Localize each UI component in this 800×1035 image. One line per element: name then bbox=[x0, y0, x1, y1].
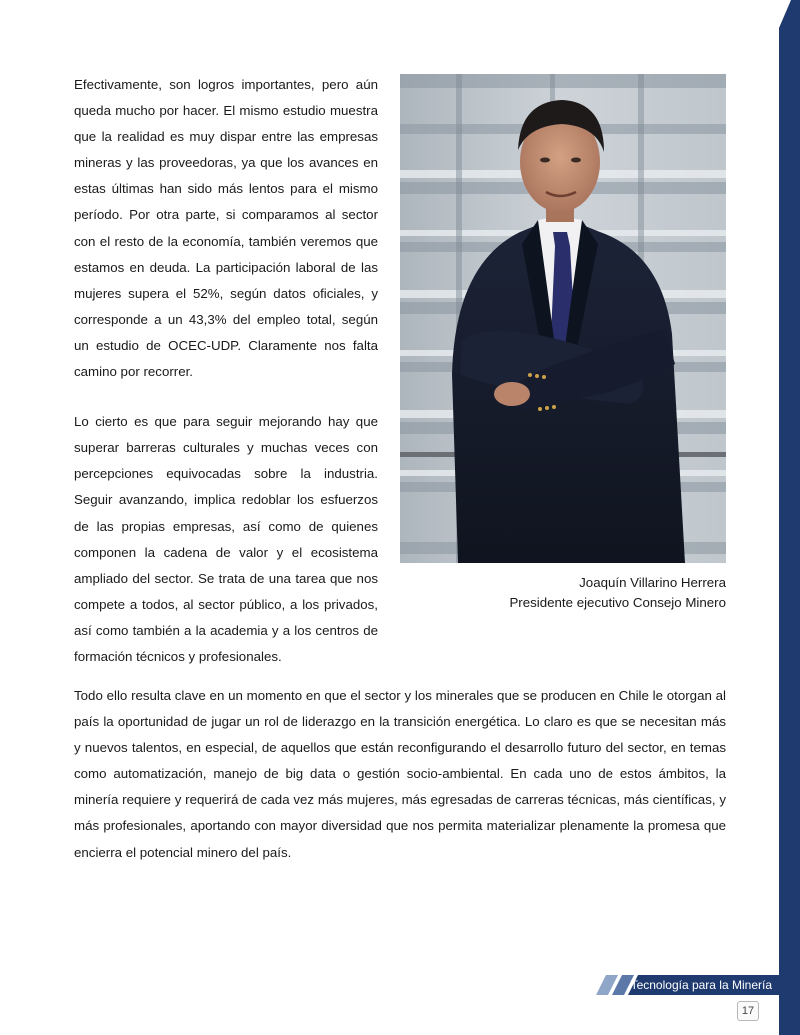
page-edge-band bbox=[779, 0, 800, 1035]
left-column bbox=[74, 72, 378, 670]
caption-name: Joaquín Villarino Herrera bbox=[579, 575, 726, 590]
page-number: 17 bbox=[737, 1001, 759, 1021]
photo-caption bbox=[400, 573, 726, 613]
section-label: Tecnología para la Minería bbox=[630, 978, 772, 992]
paragraph-3: Todo ello resulta clave en un momento en que el sector y los minerales que se producen en Chile le otorgan al país la oportunidad de jugar un rol de liderazgo en la transición energética. Lo claro es que se necesitan más y nuevos talentos, en especial, de aquellos que están reconfigurando el desarrollo futuro del sector, en temas como automatización, manejo de big data o gestión socio-ambiental. En cada uno de estos ámbitos, la minería requiere y requerirá de cada vez más mujeres, más egresadas de carreras técnicas, más científicas, y más profesionales, aportando con mayor diversidad que nos permita materializar plenamente la promesa que encierra el potencial minero del país. bbox=[74, 688, 726, 860]
caption-role: Presidente ejecutivo Consejo Minero bbox=[509, 595, 726, 610]
portrait-photo bbox=[400, 74, 726, 563]
paragraph-2: Lo cierto es que para seguir mejorando hay que superar barreras culturales y muchas veces con percepciones equivocadas sobre la industria. Seguir avanzando, implica redoblar los esfuerzos de las propias empresas, así como de quienes componen la cadena de valor y el ecosistema ampliado del sector. Se trata de una tarea que nos compete a todos, al sector público, a los privados, así como también a la academia y a los centros de formación técnicos y profesionales. bbox=[74, 414, 378, 664]
paragraph-1: Efectivamente, son logros importantes, pero aún queda mucho por hacer. El mismo estudio muestra que la realidad es muy dispar entre las empresas mineras y las proveedoras, ya que los avances en estas últimas han sido más lentos para el mismo período. Por otra parte, si comparamos al sector con el resto de la economía, también veremos que estamos en deuda. La participación laboral de las mujeres supera el 52%, según datos oficiales, y corresponde a un 43,3% del empleo total, según un estudio de OCEC-UDP. Claramente nos falta camino por recorrer. bbox=[74, 77, 378, 380]
